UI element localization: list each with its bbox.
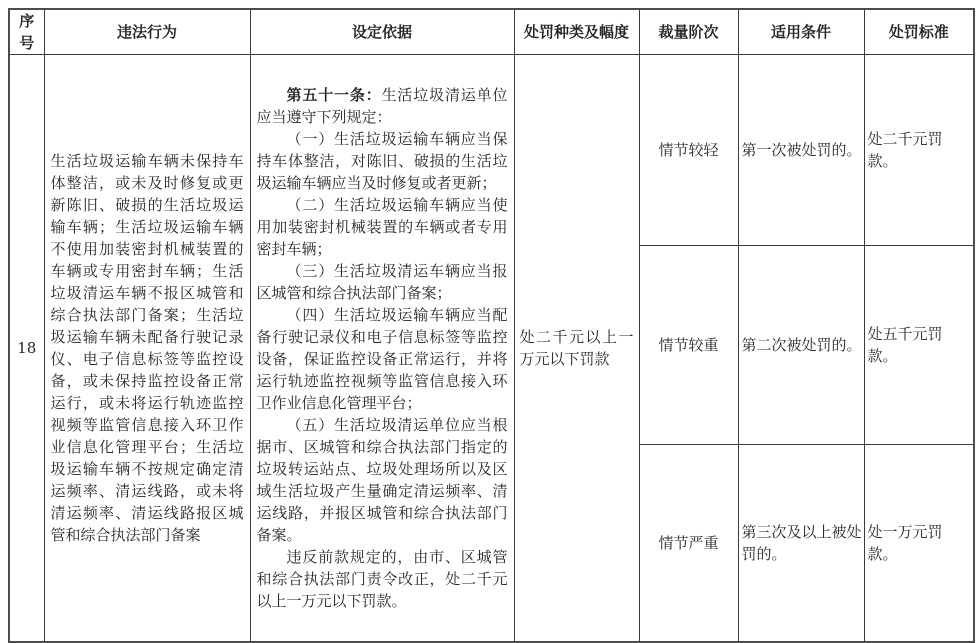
basis-paragraph-6: 违反前款规定的，由市、区城管和综合执法部门责令改正，处二千元以上一万元以下罚款。: [256, 547, 508, 610]
column-header-tier-level: 裁量阶次: [639, 9, 738, 55]
tier-1-level-cell: 情节较轻: [639, 55, 738, 246]
basis-paragraph-1: （一）生活垃圾运输车辆应当保持车体整洁，对陈旧、破损的生活垃圾运输车辆应当及时修复或者更新；: [256, 129, 508, 192]
tier-2-level-cell: 情节较重: [639, 246, 738, 445]
tier-3-standard-cell: 处一万元罚款。: [864, 445, 974, 642]
violation-text-cell: 生活垃圾运输车辆未保持车体整洁，或未及时修复或更新陈旧、破损的生活垃圾运输车辆；生活垃圾运输车辆不使用加装密封机械装置的车辆或专用密封车辆；生活垃圾清运车辆不报区城管和综合执法部门备案；生活垃圾运输车辆未配备行驶记录仪、电子信息标签等监控设备，或未保持监控设备正常运行，或未将运行轨迹监控视频等监管信息接入环卫作业信息化管理平台；生活垃圾运输车辆不按规定确定清运频率、清运线路，或未将清运频率、清运线路报区城管和综合执法部门备案: [44, 55, 250, 642]
basis-article-lead-paragraph: [257, 84, 508, 128]
tier-2-standard-cell: 处五千元罚款。: [864, 246, 974, 445]
legal-basis-cell: [250, 55, 514, 642]
basis-paragraph-3: （三）生活垃圾清运车辆应当报区城管和综合执法部门备案；: [256, 261, 508, 302]
column-header-condition: 适用条件: [738, 9, 864, 55]
table-header-row: [9, 9, 974, 55]
column-header-seq: 序号: [9, 9, 44, 55]
basis-paragraph-5: （五）生活垃圾清运单位应当根据市、区城管和综合执法部门指定的垃圾转运站点、垃圾处理场所以及区域生活垃圾产生量确定清运频率、清运线路，并报区城管和综合执法部门备案。: [256, 415, 508, 544]
tier-1-condition-cell: 第一次被处罚的。: [738, 55, 864, 246]
sequence-number-cell: 18: [9, 55, 44, 642]
tier-1-standard-cell: 处二千元罚款。: [864, 55, 974, 246]
article-number-bold: 第五十一条：: [286, 85, 382, 104]
tier-2-condition-cell: 第二次被处罚的。: [738, 246, 864, 445]
penalty-type-range-cell: 处二千元以上一万元以下罚款: [514, 55, 639, 642]
basis-paragraph-4: （四）生活垃圾运输车辆应当配备行驶记录仪和电子信息标签等监控设备，保证监控设备正常运行，并将运行轨迹监控视频等监管信息接入环卫作业信息化管理平台；: [256, 305, 508, 412]
table-row-tier-1: [9, 55, 974, 246]
column-header-standard: 处罚标准: [864, 9, 974, 55]
basis-paragraph-2: （二）生活垃圾运输车辆应当使用加装密封机械装置的车辆或者专用密封车辆；: [256, 195, 508, 258]
column-header-penalty-type: 处罚种类及幅度: [514, 9, 639, 55]
article-lead-text: 生活垃圾清运单位应当遵守下列规定：: [256, 85, 508, 126]
tier-3-level-cell: 情节严重: [639, 445, 738, 642]
column-header-violation: 违法行为: [44, 9, 250, 55]
penalty-discretion-table: [8, 8, 975, 643]
column-header-basis: 设定依据: [250, 9, 514, 55]
tier-3-condition-cell: 第三次及以上被处罚的。: [738, 445, 864, 642]
